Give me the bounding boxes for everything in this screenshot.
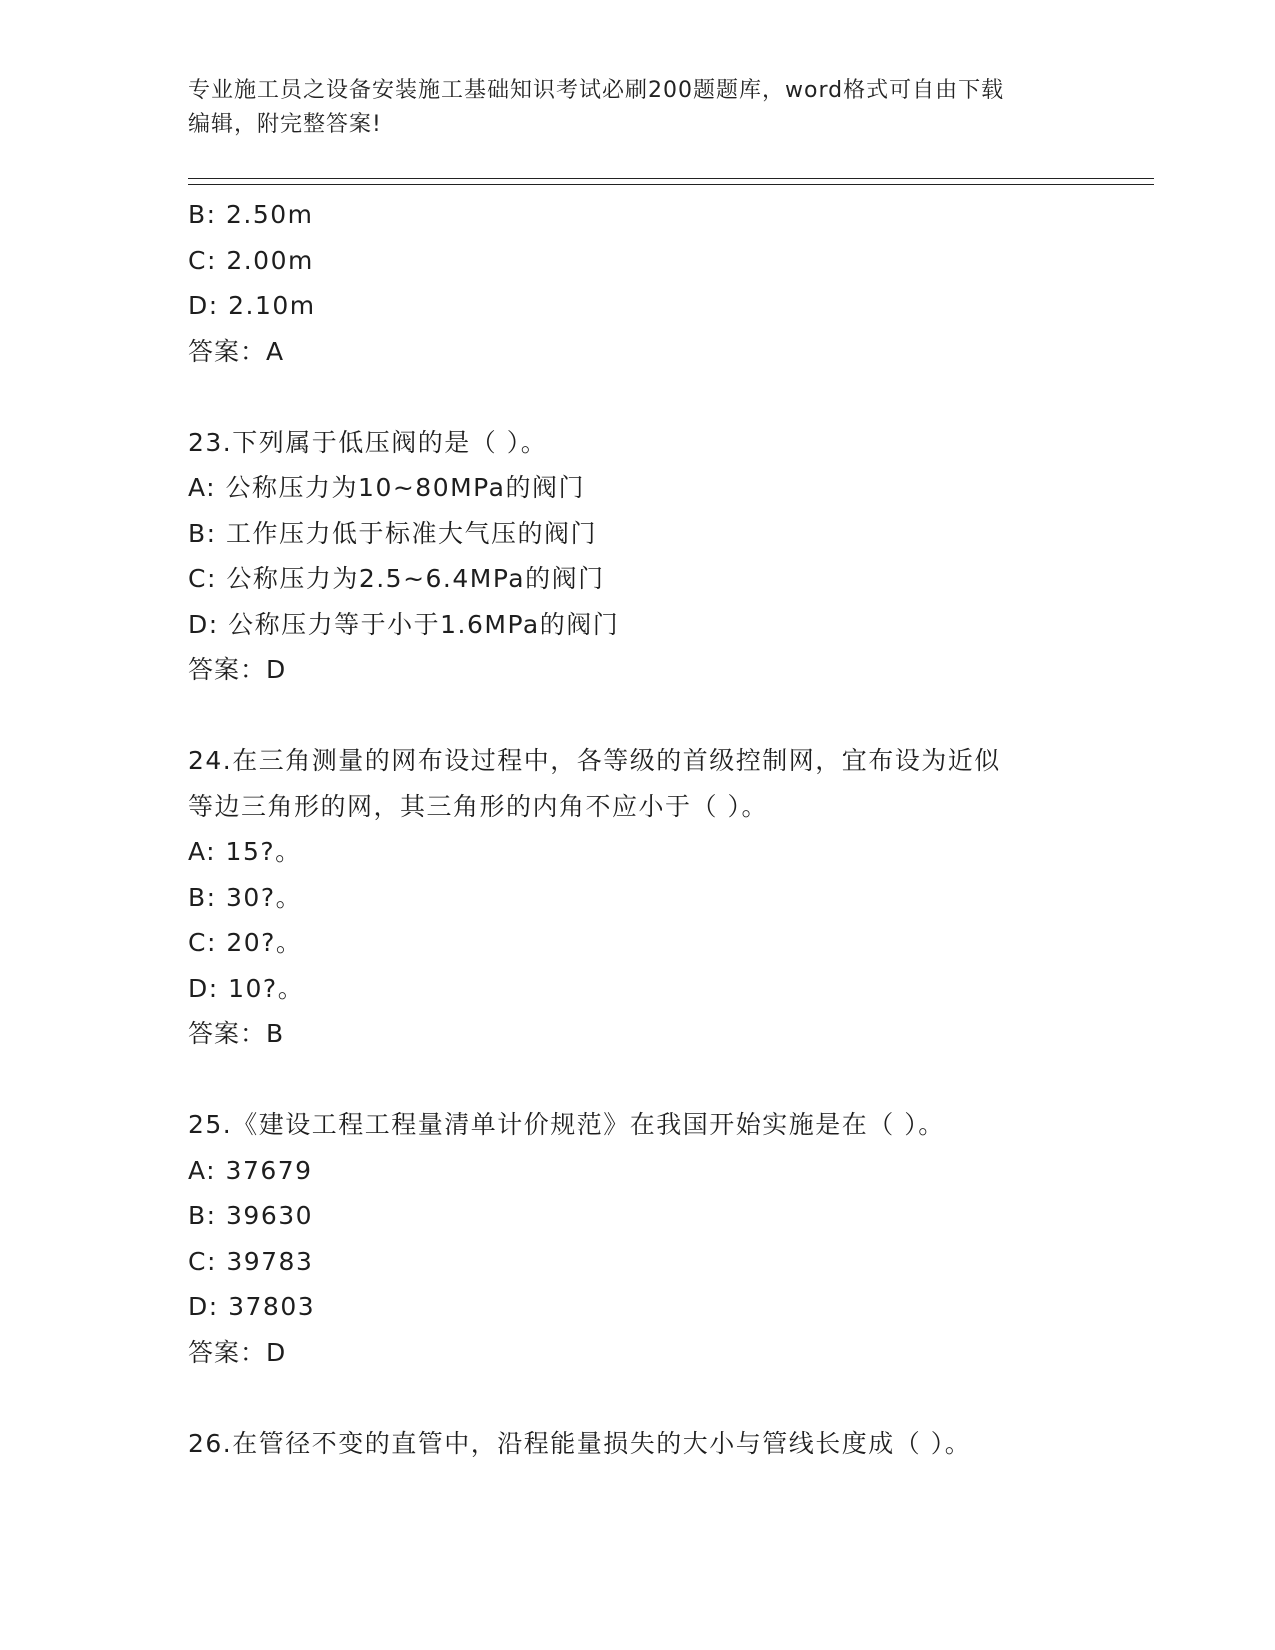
- option-d: D: 公称压力等于小于1.6MPa的阀门: [188, 609, 620, 639]
- option-c: C: 20?。: [188, 928, 303, 957]
- option-c: C: 39783: [188, 1246, 314, 1276]
- option-c: C: 2.00m: [188, 245, 314, 275]
- question-list: [188, 192, 1148, 1466]
- option-d: D: 37803: [188, 1292, 316, 1321]
- spacer: [188, 1057, 1148, 1103]
- question-23: [188, 420, 1148, 693]
- answer: 答案：B: [188, 1019, 285, 1048]
- option-c: C: 公称压力为2.5~6.4MPa的阀门: [188, 564, 605, 593]
- question-text: 26.在管径不变的直管中，沿程能量损失的大小与管线长度成（ ）。: [188, 1428, 972, 1458]
- question-24: [188, 738, 1148, 1057]
- question-text: 25.《建设工程工程量清单计价规范》在我国开始实施是在（ ）。: [188, 1110, 945, 1139]
- header-divider-bottom: [188, 184, 1154, 185]
- answer: 答案：D: [188, 655, 287, 684]
- spacer: [188, 693, 1148, 739]
- question-text-line-1: 24.在三角测量的网布设过程中，各等级的首级控制网，宜布设为近似: [188, 746, 1001, 775]
- question-text-line-2: 等边三角形的网，其三角形的内角不应小于（ ）。: [188, 791, 768, 821]
- answer: 答案：A: [188, 336, 285, 366]
- question-26: [188, 1421, 1148, 1467]
- option-d: D: 10?。: [188, 973, 305, 1003]
- option-b: B: 39630: [188, 1201, 314, 1230]
- header-title-line-2: 编辑，附完整答案!: [188, 112, 382, 137]
- question-text: 23.下列属于低压阀的是（ ）。: [188, 427, 548, 457]
- header-divider-top: [188, 178, 1154, 179]
- question-22: [188, 192, 1148, 374]
- spacer: [188, 1375, 1148, 1421]
- answer: 答案：D: [188, 1337, 287, 1367]
- option-d: D: 2.10m: [188, 291, 316, 320]
- option-b: B: 30?。: [188, 882, 303, 912]
- question-25: [188, 1102, 1148, 1375]
- spacer: [188, 374, 1148, 420]
- document-header: [188, 74, 1088, 142]
- option-a: A: 公称压力为10~80MPa的阀门: [188, 473, 585, 502]
- option-b: B: 2.50m: [188, 200, 314, 229]
- option-a: A: 37679: [188, 1155, 313, 1185]
- option-a: A: 15?。: [188, 837, 302, 866]
- option-b: B: 工作压力低于标准大气压的阀门: [188, 518, 598, 548]
- header-title-line-1: 专业施工员之设备安装施工基础知识考试必刷200题题库，word格式可自由下载: [188, 78, 1005, 103]
